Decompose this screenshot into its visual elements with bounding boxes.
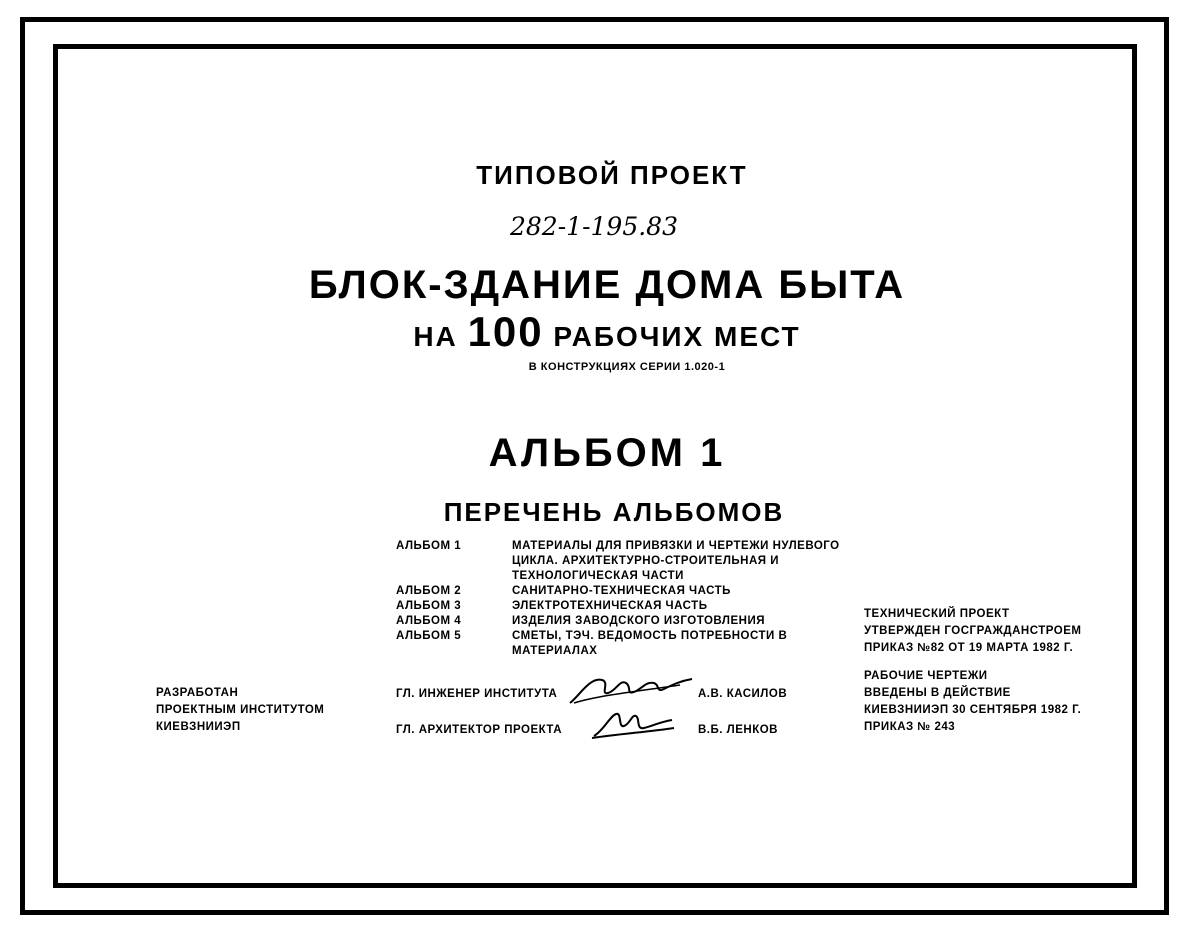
document-subtitle — [0, 308, 1184, 356]
list-item — [396, 599, 852, 614]
album-description: ИЗДЕЛИЯ ЗАВОДСКОГО ИЗГОТОВЛЕНИЯ — [512, 615, 765, 627]
list-item — [396, 614, 852, 629]
album-description: ЭЛЕКТРОТЕХНИЧЕСКАЯ ЧАСТЬ — [512, 600, 708, 612]
album-list-title: ПЕРЕЧЕНЬ АЛЬБОМОВ — [443, 497, 785, 527]
signature-chief-engineer — [560, 665, 700, 710]
approval-line: ПРИКАЗ №82 ОТ 19 МАРТА 1982 Г. — [864, 642, 1074, 654]
album-heading: АЛЬБОМ 1 — [488, 431, 726, 475]
developer-line: КИЕВЗНИИЭП — [156, 721, 241, 733]
album-label: АЛЬБОМ 5 — [396, 630, 462, 642]
approval-line: ТЕХНИЧЕСКИЙ ПРОЕКТ — [864, 608, 1010, 620]
subtitle-pre: НА — [413, 321, 458, 352]
signature-chief-architect — [588, 708, 678, 743]
developer-line: ПРОЕКТНЫМ ИНСТИТУТОМ — [156, 704, 325, 716]
list-item — [396, 539, 852, 584]
album-label: АЛЬБОМ 4 — [396, 615, 462, 627]
signatory-role: ГЛ. ИНЖЕНЕР ИНСТИТУТА — [396, 688, 558, 700]
enactment-line: РАБОЧИЕ ЧЕРТЕЖИ — [864, 670, 988, 682]
enactment-line: ПРИКАЗ № 243 — [864, 721, 956, 733]
series-note: В КОНСТРУКЦИЯХ СЕРИИ 1.020-1 — [528, 361, 726, 373]
approval-block — [864, 606, 1081, 657]
doc-type-heading: ТИПОВОЙ ПРОЕКТ — [476, 160, 748, 190]
album-label: АЛЬБОМ 2 — [396, 585, 462, 597]
document-title: БЛОК-ЗДАНИЕ ДОМА БЫТА — [308, 263, 906, 307]
signatory-name: А.В. КАСИЛОВ — [698, 688, 788, 700]
developer-line: РАЗРАБОТАН — [156, 687, 239, 699]
enactment-block — [864, 668, 1081, 736]
developer-block — [156, 685, 324, 736]
list-item — [396, 629, 852, 659]
list-item — [396, 584, 852, 599]
signatory-role: ГЛ. АРХИТЕКТОР ПРОЕКТА — [396, 724, 563, 736]
subtitle-number: 100 — [467, 308, 544, 355]
enactment-line: ВВЕДЕНЫ В ДЕЙСТВИЕ — [864, 687, 1011, 699]
subtitle-post: РАБОЧИХ МЕСТ — [553, 321, 801, 352]
album-label: АЛЬБОМ 3 — [396, 600, 462, 612]
approval-line: УТВЕРЖДЕН ГОСГРАЖДАНСТРОЕМ — [864, 625, 1082, 637]
album-label: АЛЬБОМ 1 — [396, 540, 462, 552]
project-number: 282-1-195.83 — [510, 212, 678, 241]
enactment-line: КИЕВЗНИИЭП 30 СЕНТЯБРЯ 1982 Г. — [864, 704, 1082, 716]
album-list — [396, 539, 852, 659]
signatory-name: В.Б. ЛЕНКОВ — [698, 724, 778, 736]
album-description: СМЕТЫ, ТЭЧ. ВЕДОМОСТЬ ПОТРЕБНОСТИ В МАТЕРИАЛАХ — [512, 630, 788, 657]
album-description: САНИТАРНО-ТЕХНИЧЕСКАЯ ЧАСТЬ — [512, 585, 731, 597]
album-description: МАТЕРИАЛЫ ДЛЯ ПРИВЯЗКИ И ЧЕРТЕЖИ НУЛЕВОГО ЦИКЛА. АРХИТЕКТУРНО-СТРОИТЕЛЬНАЯ И ТЕХНОЛОГИЧЕСКАЯ ЧАСТИ — [512, 540, 840, 582]
